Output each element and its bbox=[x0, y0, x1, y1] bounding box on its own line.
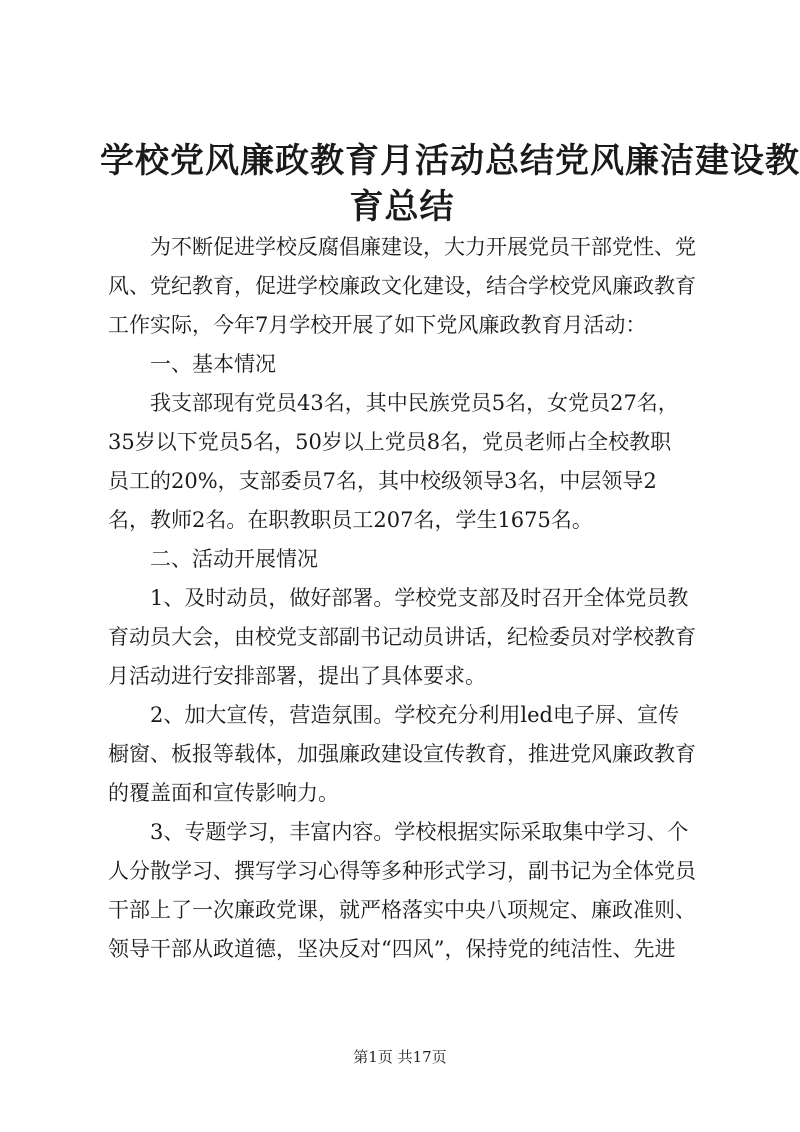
paragraph-line: 员工的20%，支部委员7名，其中校级领导3名，中层领导2 bbox=[108, 469, 657, 493]
page-footer: 第1页 共17页 bbox=[353, 1048, 447, 1066]
paragraph-line: 领导干部从政道德，坚决反对“四风”，保持党的纯洁性、先进 bbox=[108, 937, 676, 961]
paragraph-line: 育动员大会，由校党支部副书记动员讲话，纪检委员对学校教育 bbox=[108, 625, 696, 649]
paragraph-line: 月活动进行安排部署，提出了具体要求。 bbox=[108, 664, 486, 688]
paragraph-line: 人分散学习、撰写学习心得等多种形式学习，副书记为全体党员 bbox=[108, 859, 696, 883]
paragraph-line: 名，教师2名。在职教职员工207名，学生1675名。 bbox=[108, 508, 593, 532]
paragraph-line: 为不断促进学校反腐倡廉建设，大力开展党员干部党性、党 bbox=[150, 235, 696, 259]
paragraph-line: 橱窗、板报等载体，加强廉政建设宣传教育，推进党风廉政教育 bbox=[108, 742, 696, 766]
paragraph-line: 风、党纪教育，促进学校廉政文化建设，结合学校党风廉政教育 bbox=[108, 274, 696, 298]
paragraph-line: 我支部现有党员43名，其中民族党员5名，女党员27名， bbox=[150, 391, 679, 415]
title-line: 学校党风廉政教育月活动总结党风廉洁建设教 bbox=[100, 141, 800, 181]
section-heading: 一、基本情况 bbox=[150, 352, 276, 376]
paragraph-line: 1、及时动员，做好部署。学校党支部及时召开全体党员教 bbox=[150, 586, 689, 610]
document-body bbox=[108, 228, 708, 969]
paragraph-line: 干部上了一次廉政党课，就严格落实中央八项规定、廉政准则、 bbox=[108, 898, 696, 922]
paragraph-line: 35岁以下党员5名，50岁以上党员8名，党员老师占全校教职 bbox=[108, 430, 672, 454]
section-heading: 二、活动开展情况 bbox=[150, 547, 318, 571]
document-title bbox=[100, 138, 800, 230]
paragraph-line: 的覆盖面和宣传影响力。 bbox=[108, 781, 339, 805]
title-line: 育总结 bbox=[349, 187, 455, 227]
paragraph-line: 工作实际，今年7月学校开展了如下党风廉政教育月活动： bbox=[108, 313, 647, 337]
paragraph-line: 2、加大宣传，营造氛围。学校充分利用led电子屏、宣传 bbox=[150, 703, 679, 727]
paragraph-line: 3、专题学习，丰富内容。学校根据实际采取集中学习、个 bbox=[150, 820, 689, 844]
